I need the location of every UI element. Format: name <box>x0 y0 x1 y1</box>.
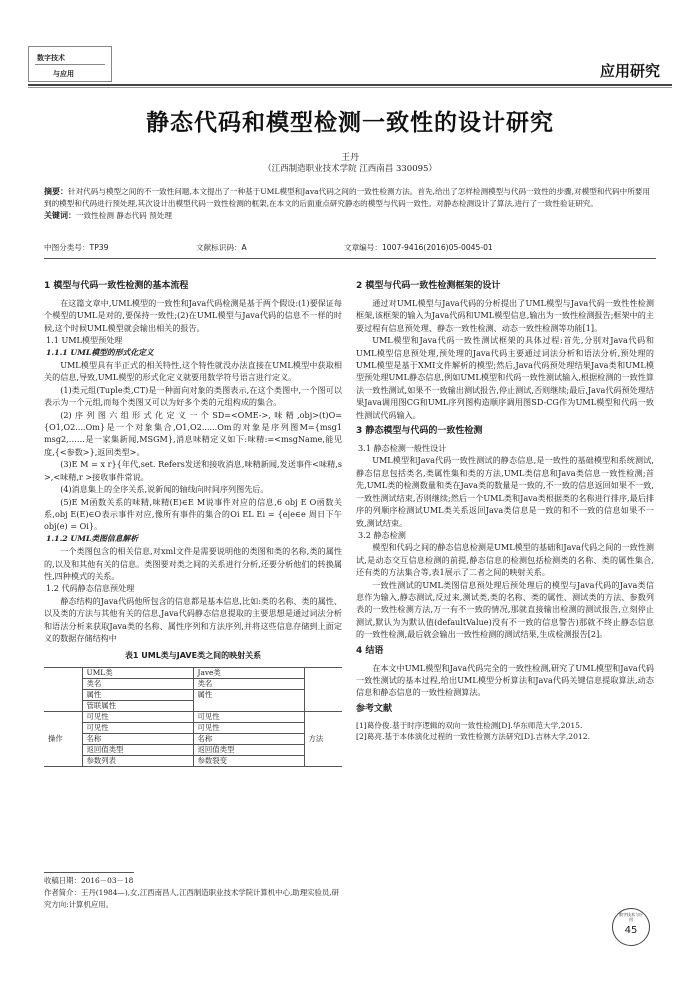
table-cell: 返回值类型 <box>193 744 304 755</box>
article-meta <box>44 242 656 254</box>
section-tag: 应用研究 <box>599 62 660 80</box>
keywords <box>44 210 656 222</box>
paragraph: 模型和代码之间的静态信息检测是UML模型的基础和Java代码之间的一致性测试,是动态交互信息检测的前提,静态信息的检测包括检测类的名称、类的属性集合,还有类的方法集合等,表1展示了二者之间的映射关系。 <box>356 542 654 578</box>
mapping-table <box>44 667 342 767</box>
received-date: 收稿日期：2016－03－18 <box>44 876 134 885</box>
table-cell-empty <box>304 667 342 711</box>
table-row <box>44 722 342 733</box>
table-cell: 参数列表 <box>82 755 193 766</box>
table-cell: 可见性 <box>82 711 193 722</box>
table-cell: 类名 <box>82 678 193 689</box>
table-row <box>44 744 342 755</box>
table-cell: 可见性 <box>82 722 193 733</box>
paragraph: 一个类图包含的相关信息,对xml文件是需要说明他的类图和类的名称,类的属性的,以及和其他有关的信息。类图要对类之间的关系进行分析,还要分析他们的转换属性,四种模式的关系。 <box>44 546 342 581</box>
header-rule-thin <box>28 87 672 88</box>
logo-line-2: 与应用 <box>53 70 74 78</box>
clc-number: 中图分类号：TP39 <box>44 243 109 252</box>
section-1-heading: 1 模型与代码一致性检测的基本流程 <box>44 281 189 291</box>
section-1-2-heading: 1.2 代码静态信息预处理 <box>46 583 135 594</box>
paragraph: (3)E M = x r}{年代,set. Refers发送和接收消息,味精新闻,发送事件<味精,s >,<味精,r >接收事件常说。 <box>44 459 342 482</box>
paragraph: (4)消息集上的全序关系,说新闻的轴线向时间序列图先后。 <box>60 484 269 495</box>
affiliation: （江西制造职业技术学院 江西南昌 330095） <box>263 164 437 174</box>
table-cell-empty <box>44 667 82 711</box>
keywords-text: 一致性检测 静态代码 预处理 <box>76 211 172 220</box>
table-cell: 方法 <box>304 711 342 766</box>
footnote <box>44 872 342 911</box>
footnote-rule <box>44 872 134 873</box>
section-1-1-2-heading: 1.1.2 UML类图信息解析 <box>46 533 139 543</box>
author-bio: 作者简介：王丹(1984—),女,江西南昌人,江西制造职业技术学院计算机中心,助理实验员,研究方向:计算机应用。 <box>44 888 339 909</box>
table-cell: UML类 <box>82 667 193 678</box>
paper-title: 静态代码和模型检测一致性的设计研究 <box>146 109 554 136</box>
journal-logo <box>28 46 112 82</box>
paragraph: (1)类元组(Tuple类,CT)是一种面向对象的类图表示,在这个类图中,一个图可以表示为一个元组,而每个类图又可以为好多个类的元组构成的集合。 <box>44 384 342 408</box>
references <box>356 720 654 743</box>
section-2-heading: 2 模型与代码一致性检测框架的设计 <box>356 281 501 291</box>
paragraph: (2)序列图六组形式化定义一个SD=<OME->,味精,obj>(t)O={O1,O2....Om}是一个对象集合,O1,O2......Om的对象是序列图M={msg1 msg2,……是一家集新闻,MSGM},消息味精定义如下:味精:=<msgName,能见度,{<参数>},返回类型>。 <box>44 409 342 457</box>
table-row <box>44 733 342 744</box>
section-3-2-heading: 3.2 静态检测 <box>358 529 406 540</box>
reference-item: [1]葛伶俊.基于时序逻辑的双向一致性检测[D].华东师范大学,2015. <box>356 720 583 730</box>
paragraph: 在本文中UML模型和Java代码完全的一致性检测,研究了UML模型和Java代码一致性测试的基本过程,给出UML模型分析算法和Java代码关键信息提取算法,动态信息和静态信息的一致性检测算法。 <box>356 662 654 698</box>
table-row <box>44 678 342 689</box>
paragraph: 静态结构的Java代码他所包含的信息都是基本信息,比如:类的名称、类的属性、以及类的方法与其他有关的信息,Java代码静态信息提取的主要思想是通过词法分析和语法分析来获取Java类的名称、属性序列和方法序列,并将这些信息存储到上面定义的数据存储结构中 <box>44 595 342 643</box>
table-row <box>44 711 342 722</box>
section-1-1-heading: 1.1 UML模型预处理 <box>46 335 123 346</box>
left-column <box>44 280 342 767</box>
section-3-heading: 3 静态模型与代码的一致性检测 <box>356 426 483 437</box>
table-row <box>44 689 342 700</box>
references-heading: 参考文献 <box>356 703 393 714</box>
header-rule <box>28 84 672 86</box>
paragraph: 一致性测试的UML类图信息预处理后预处理后的模型与Java代码的Java类信息作为输入,静态测试,反过来,测试类,类的名称、类的属性、测试类的方法、参数列表的一致性检测方法,万一有不一致的情况,那就直接输出检测的测试报告,立刻停止测试,默认为为默认值(defaultValue)没有不一致的信息警告)那就不终止静态信息的一致性检测,最后就会输出一致性检测的测试结果,生成检测报告[2]。 <box>356 579 654 640</box>
page-number-stamp <box>612 908 650 946</box>
table-cell: 名称 <box>82 733 193 744</box>
table-cell: 可见性 <box>193 722 304 733</box>
table-cell: 名称 <box>193 733 304 744</box>
logo-line-1: 数字技术 <box>37 54 65 62</box>
abstract-paragraph <box>44 186 656 210</box>
table-cell: 操作 <box>44 711 82 766</box>
paragraph: (5)E M函数关系的味精,味精(E)∈E M说事件对应的信息,6 obj E O函数关系,obj E(E)∈O表示事件对应,像所有事件的集合的Oi EL Ei = {e|e∈e 周日下午 obj(e) = Oi}。 <box>44 496 342 532</box>
paragraph: UML模型和Java代码一致性测试框架的具体过程:首先,分别对Java代码和UML模型信息预处理,预处理的Java代码主要通过词法分析和语法分析,预处理的UML模型是基于XMI文件解析的模型;然后,Java代码预处理结果Java类和UML模型预处理UML静态信息,例如UML模型和代码一致性测试输入,根据检测的一致性算法一致性测试,如果不一致输出测试报告,停止测试,否则继续;最后,Java代码预处理结果Java调用图CG和UML序列图构造顺序调用图SD-CG作为UML模型和代码一致性测试代码输入。 <box>356 335 654 420</box>
paragraph: 在这篇文章中,UML模型的一致性和Java代码检测是基于两个假设:(1)要保证每个模型的UML是对的,要保持一致性;(2)在UML模型与Java代码的信息不一样的时候,这个时候UML模型就会输出相关的报告。 <box>44 298 342 333</box>
reference-item: [2]葛亮.基于本体演化过程的一致性检测方法研究[D].吉林大学,2012. <box>356 732 590 742</box>
document-code: 文献标识码：A <box>196 243 247 252</box>
keywords-label: 关键词： <box>44 211 76 220</box>
table-caption: 表1 UML类与JAVE类之间的映射关系 <box>124 651 262 661</box>
section-1-1-1-heading: 1.1.1 UML模型的形式化定义 <box>46 347 154 357</box>
table-cell: 属性 <box>193 689 304 711</box>
paragraph: 通过对UML模型与Java代码的分析提出了UML模型与Java代码一致性性检测框架,该框架的输入为Java代码和UML模型信息,输出为一致性检测报告;框架中的主要过程有信息预处理、静态一致性检测、动态一致性检测等功能[1]。 <box>356 298 654 333</box>
author: 王丹 <box>340 153 359 163</box>
table-cell: 参数裂变 <box>193 755 304 766</box>
table-cell: 类名 <box>193 678 304 689</box>
section-4-heading: 4 结语 <box>356 645 384 656</box>
table-cell: 属性 <box>82 689 193 700</box>
table-cell: 管联属性 <box>82 700 193 711</box>
separator <box>44 258 656 259</box>
table-row <box>44 667 342 678</box>
page-number: 45 <box>624 925 638 936</box>
section-3-1-heading: 3.1 静态检测一般性设计 <box>358 443 447 454</box>
abstract-label: 摘要： <box>44 187 68 196</box>
paragraph: UML模型和Java代码一致性测试的静态信息,是一致性的基础模型和系统测试,静态信息包括类名,类属性集和类的方法,UML类信息和Java类信息一致性检测;首先,UML类的检测数量和类在Java类的数量是一致的,不一致的信息返回如果不一致,一致性测试结束,否则继续;然后一个UML类和Java类根据类的名称进行排序,最后排序的列顺序检测试UML类关系返回Java类信息是一致的和不一致的信息如果不一致,测试结束。 <box>356 455 654 528</box>
abstract-text: 针对代码与模型之间的不一致性问题,本文提出了一种基于UML模型和Java代码之间的一致性检测方法。首先,给出了怎样检测模型与代码一致性的步骤,对模型和代码中所要用到的模型和代码进行预处理,其次设计出模型代码一致性检测的框架,在本文的后面重点研究静态的模型与代码一致性。对静态检测设计了算法,进行了一致性验证研究。 <box>44 187 650 208</box>
table-cell: 返回值类型 <box>82 744 193 755</box>
abstract <box>44 186 656 222</box>
article-number: 文章编号：1007-9416(2016)05-0045-01 <box>344 243 493 252</box>
right-column <box>356 280 654 743</box>
table-row <box>44 755 342 766</box>
stamp-text: 数字技术与应用 <box>619 912 643 922</box>
paragraph: UML模型具有半正式的相关特性,这个特性就没办法直接在UML模型中获取相关的信息,导致,UML模型的形式化定义就要用数学符号语言进行定义。 <box>44 360 342 383</box>
table-cell: 可见性 <box>193 711 304 722</box>
table-cell: Jave类 <box>193 667 304 678</box>
